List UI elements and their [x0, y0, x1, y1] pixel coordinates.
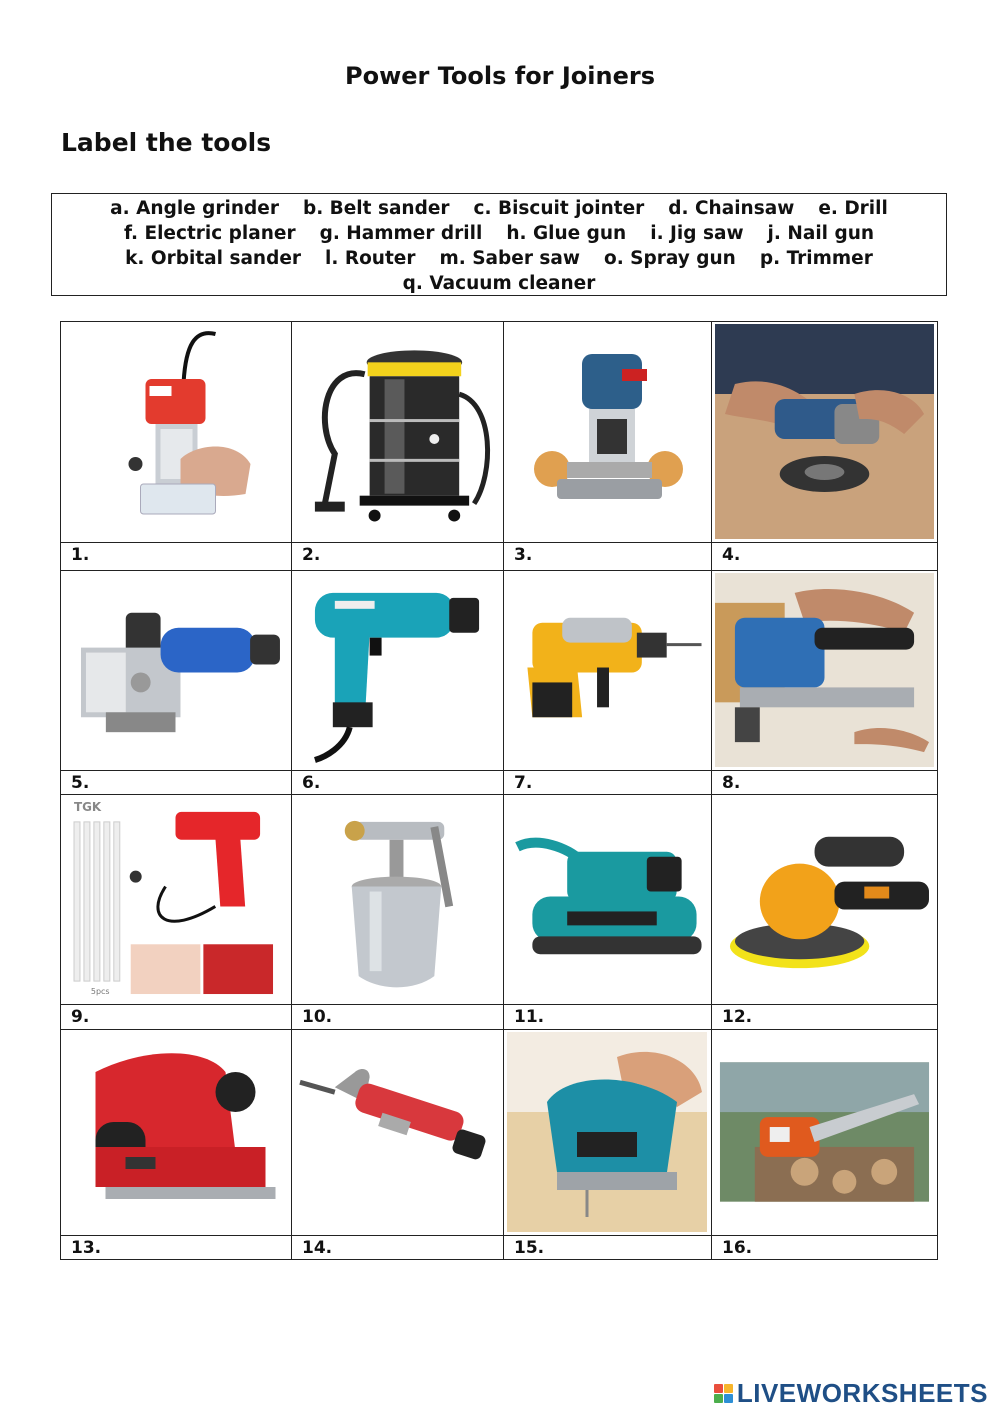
angle-grinder-image — [715, 324, 934, 539]
router-image — [507, 324, 707, 539]
word-bank-item: b. Belt sander — [302, 198, 450, 219]
tool-number-label: 11. — [503, 1004, 711, 1029]
spray-gun-image — [295, 797, 499, 1001]
word-bank-item: m. Saber saw — [439, 248, 580, 269]
tool-number-label: 7. — [503, 770, 711, 794]
word-bank-item: k. Orbital sander — [125, 248, 302, 269]
page-title: Power Tools for Joiners — [345, 62, 655, 90]
tool-number-label: 4. — [711, 542, 938, 570]
tool-number-label: 3. — [503, 542, 711, 570]
tool-image-cell — [711, 570, 938, 770]
tool-number-label: 15. — [503, 1235, 711, 1260]
tool-image-cell — [60, 1029, 291, 1235]
count-label: 5pcs — [90, 987, 110, 997]
electric-planer-image — [64, 1032, 287, 1232]
word-bank-line — [52, 246, 946, 271]
tool-number-label: 14. — [291, 1235, 503, 1260]
tool-number-label: 12. — [711, 1004, 938, 1029]
word-bank-line — [52, 221, 946, 246]
glue-gun-image — [64, 797, 287, 1001]
tool-number-label: 16. — [711, 1235, 938, 1260]
word-bank — [51, 193, 947, 296]
word-bank-item: e. Drill — [818, 198, 888, 219]
word-bank-item: f. Electric planer — [123, 223, 296, 244]
tool-number-label: 2. — [291, 542, 503, 570]
instruction-heading: Label the tools — [61, 128, 272, 157]
grid-line — [60, 1259, 938, 1260]
tool-image-cell — [291, 321, 503, 542]
saber-saw-image — [295, 1032, 499, 1232]
grid-line — [291, 321, 292, 1260]
jig-saw-image — [507, 1032, 707, 1232]
tool-number-label: 5. — [60, 770, 291, 794]
tool-image-cell — [60, 794, 291, 1004]
grid-line — [60, 321, 61, 1260]
word-bank-item: q. Vacuum cleaner — [402, 273, 596, 294]
tool-image-cell — [503, 570, 711, 770]
tool-number-label: 8. — [711, 770, 938, 794]
tool-image-cell — [291, 570, 503, 770]
word-bank-item: c. Biscuit jointer — [473, 198, 645, 219]
tool-image-cell — [711, 321, 938, 542]
tools-grid — [60, 321, 938, 1260]
tool-number-label: 10. — [291, 1004, 503, 1029]
word-bank-line — [52, 271, 946, 296]
grid-line — [503, 321, 504, 1260]
word-bank-item: l. Router — [325, 248, 416, 269]
word-bank-item: o. Spray gun — [603, 248, 736, 269]
orbital-sander-image — [715, 797, 934, 1001]
tool-image-cell — [291, 1029, 503, 1235]
biscuit-jointer-image — [64, 573, 287, 767]
tool-number-label: 9. — [60, 1004, 291, 1029]
grid-line — [60, 1029, 938, 1030]
grid-line — [60, 794, 938, 795]
word-bank-item: h. Glue gun — [506, 223, 627, 244]
logo-text: LIVEWORKSHEETS — [736, 1378, 988, 1408]
tool-number-label: 6. — [291, 770, 503, 794]
logo-icon — [714, 1384, 733, 1403]
brand-label: TGK — [73, 799, 102, 814]
liveworksheets-logo — [714, 1378, 988, 1409]
tool-image-cell — [711, 794, 938, 1004]
word-bank-item: g. Hammer drill — [319, 223, 483, 244]
word-bank-item: i. Jig saw — [650, 223, 744, 244]
grid-line — [711, 321, 712, 1260]
tool-number-label: 1. — [60, 542, 291, 570]
tool-image-cell — [503, 321, 711, 542]
tool-number-label: 13. — [60, 1235, 291, 1260]
belt-sander-image — [507, 797, 707, 1001]
drill-image — [295, 573, 499, 767]
grid-line — [60, 570, 938, 571]
word-bank-item: d. Chainsaw — [668, 198, 795, 219]
word-bank-item: j. Nail gun — [767, 223, 875, 244]
word-bank-line — [52, 196, 946, 221]
tool-image-cell — [503, 794, 711, 1004]
tool-image-cell — [291, 794, 503, 1004]
trimmer-image — [64, 324, 287, 539]
tool-image-cell — [60, 570, 291, 770]
tool-image-cell — [60, 321, 291, 542]
grid-line — [937, 321, 938, 1260]
tool-image-cell — [711, 1029, 938, 1235]
vacuum-cleaner-image — [295, 324, 499, 539]
tool-image-cell — [503, 1029, 711, 1235]
word-bank-item: a. Angle grinder — [110, 198, 279, 219]
word-bank-item: p. Trimmer — [759, 248, 873, 269]
chainsaw-image — [715, 1032, 934, 1232]
hammer-drill-image — [507, 573, 707, 767]
grid-line — [60, 321, 938, 322]
nail-gun-image — [715, 573, 934, 767]
